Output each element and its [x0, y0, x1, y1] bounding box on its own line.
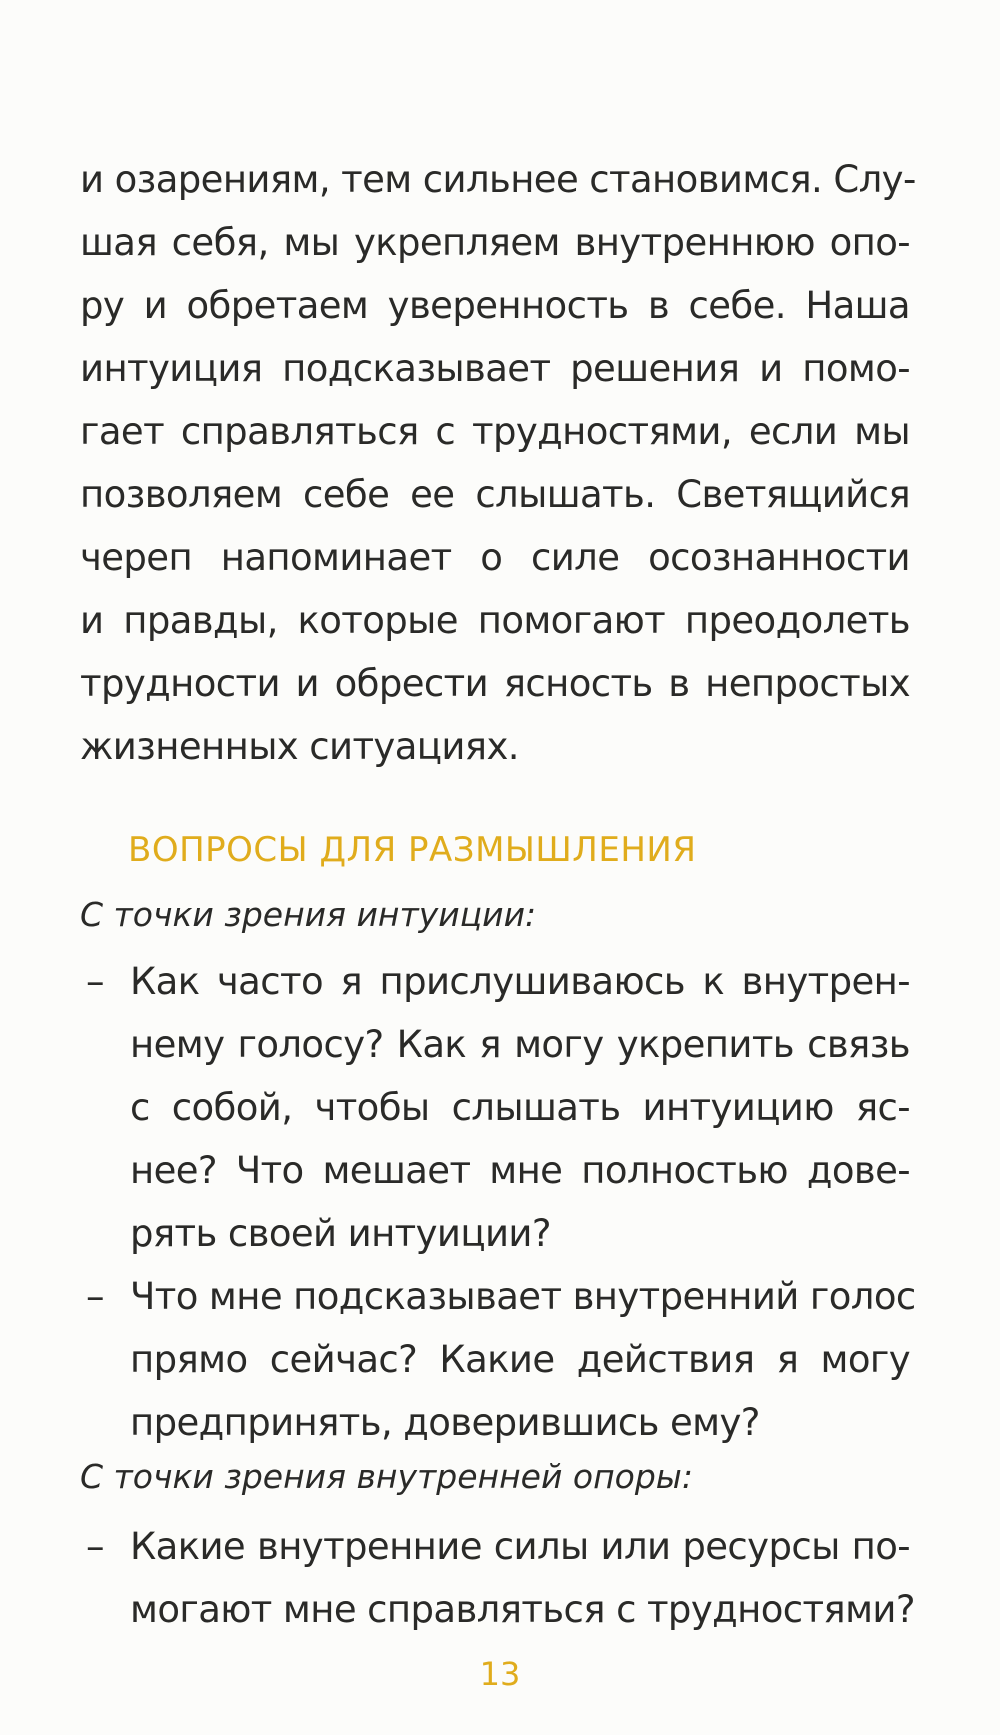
subheading-inner-support: С точки зрения внутренней опоры: [80, 1457, 693, 1496]
question-text [130, 1515, 915, 1641]
paragraph-line: позволяем себе ее слышать. Светящийся [80, 473, 910, 516]
paragraph-line: гает справляться с трудностями, если мы [80, 410, 910, 453]
question-line: могают мне справляться с трудностями? [130, 1588, 915, 1631]
question-line: прямо сейчас? Какие действия я могу [130, 1338, 910, 1381]
section-heading: ВОПРОСЫ ДЛЯ РАЗМЫШЛЕНИЯ [128, 830, 697, 870]
paragraph-line: трудности и обрести ясность в непростых [80, 662, 910, 705]
question-line: предпринять, доверившись ему? [130, 1401, 760, 1444]
page-number: 13 [479, 1655, 521, 1693]
dash-marker: – [86, 960, 105, 1003]
paragraph-line: и озарениям, тем сильнее становимся. Слу- [80, 158, 916, 201]
question-text [130, 950, 910, 1265]
paragraph-line: череп напоминает о силе осознанности [80, 536, 910, 579]
paragraph-line: жизненных ситуациях. [80, 725, 519, 768]
question-line: Как часто я прислушиваюсь к внутрен- [130, 960, 910, 1003]
paragraph-line: и правды, которые помогают преодолеть [80, 599, 910, 642]
dash-marker: – [86, 1275, 105, 1318]
paragraph-line: интуиция подсказывает решения и помо- [80, 347, 910, 390]
question-line: нее? Что мешает мне полностью дове- [130, 1149, 910, 1192]
question-line: рять своей интуиции? [130, 1212, 551, 1255]
paragraph-line: ру и обретаем уверенность в себе. Наша [80, 284, 910, 327]
paragraph-line: шая себя, мы укрепляем внутреннюю опо- [80, 221, 910, 264]
question-line: нему голосу? Как я могу укрепить связь [130, 1023, 910, 1066]
body-paragraph [80, 148, 916, 778]
question-line: с собой, чтобы слышать интуицию яс- [130, 1086, 910, 1129]
question-text [130, 1265, 916, 1454]
dash-marker: – [86, 1525, 105, 1568]
question-line: Какие внутренние силы или ресурсы по- [130, 1525, 910, 1568]
subheading-intuition: С точки зрения интуиции: [80, 895, 537, 934]
question-line: Что мне подсказывает внутренний голос [130, 1275, 916, 1318]
